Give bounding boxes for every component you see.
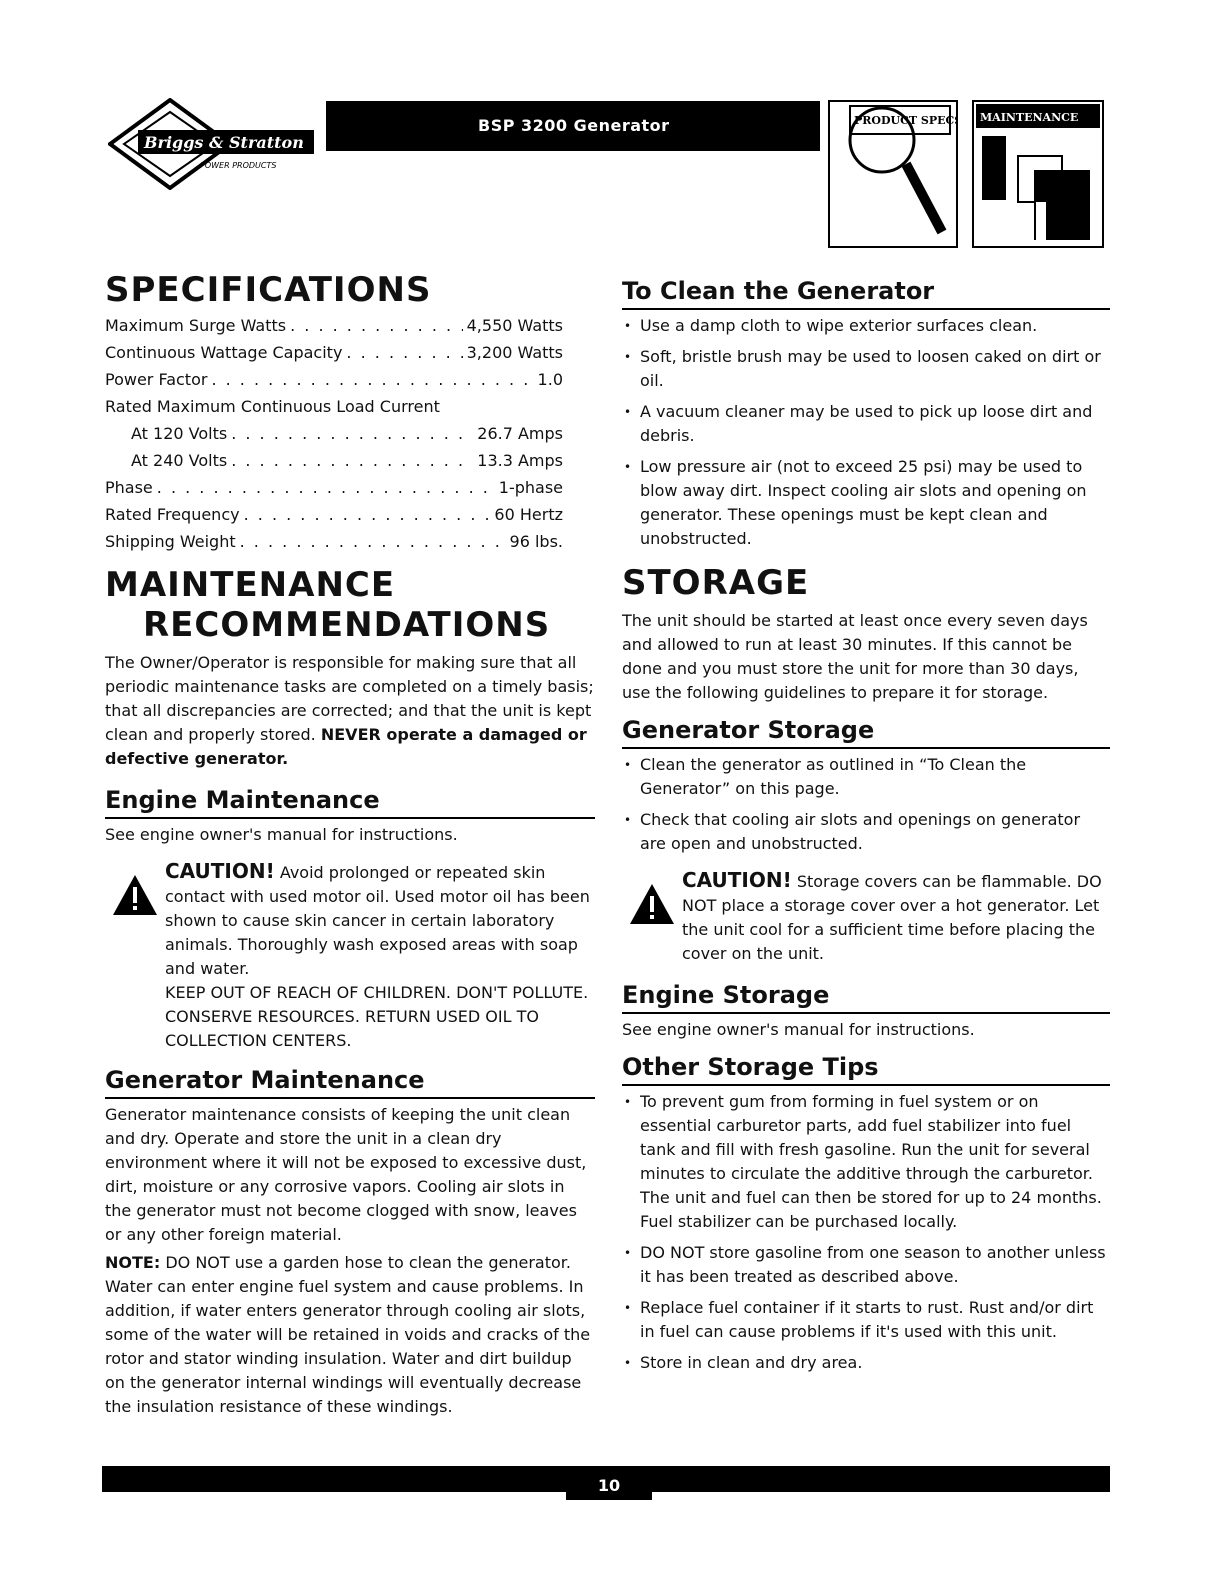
engine-maintenance-heading: Engine Maintenance [105,785,595,819]
spec-row: Phase . . . 1-phase [105,474,563,501]
engine-storage-heading: Engine Storage [622,980,1110,1014]
list-item: • A vacuum cleaner may be used to pick up loose dirt and debris. [622,400,1110,448]
storage-heading: STORAGE [622,563,810,603]
title-bar [326,101,820,151]
left-column [105,270,595,1419]
product-specs-tab[interactable] [828,100,958,248]
warning-icon [111,873,159,917]
specs-tab-label: PRODUCT SPECS [854,114,956,127]
storage-tips-list [622,1090,1110,1375]
list-item: • Store in clean and dry area. [622,1351,1110,1375]
warning-icon [628,882,676,926]
list-item: • Replace fuel container if it starts to rust. Rust and/or dirt in fuel can cause problems if it's used with this unit. [622,1296,1110,1344]
spec-row: Maximum Surge Watts . . . 4,550 Watts [105,312,563,339]
generator-note: NOTE: DO NOT use a garden hose to clean the generator. Water can enter engine fuel system and cause problems. In addition, if water enters generator through cooling air slots, some of the water will be retained in voids and cracks of the rotor and stator winding insulation. Water and dirt buildup on the generator internal windings will eventually decrease the insulation resistance of these windings. [105,1253,591,1416]
generator-maintenance-heading: Generator Maintenance [105,1065,595,1099]
right-column [622,270,1110,1382]
spec-row: Power Factor . . . 1.0 [105,366,563,393]
page-number: 10 [566,1466,652,1500]
document-title: BSP 3200 Generator [478,116,670,135]
spec-row: Rated Frequency . . . 60 Hertz [105,501,563,528]
spec-row: At 240 Volts . . . 13.3 Amps [105,447,563,474]
spec-row: Shipping Weight . . . 96 lbs. [105,528,563,555]
generator-maintenance-text: Generator maintenance consists of keeping the unit clean and dry. Operate and store the unit in a clean dry environment where it will not be exposed to excessive dust, dirt, moisture or any corrosive vapors. Cooling air slots in the generator must not become clogged with snow, leaves or any other foreign material. [105,1105,587,1244]
list-item: • Low pressure air (not to exceed 25 psi) may be used to blow away dirt. Inspect cooling air slots and opening on generator. These openings must be kept clean and unobstructed. [622,455,1110,551]
maintenance-heading: MAINTENANCE RECOMMENDATIONS [105,565,551,645]
oil-caution: CAUTION! Avoid prolonged or repeated skin contact with used motor oil. Used motor oil has been shown to cause skin cancer in certain laboratory animals. Thoroughly wash exposed areas with soap and water. KEEP OUT OF REACH OF CHILDREN. DON'T POLLUTE. CONSERVE RESOURCES. RETURN USED OIL TO COLLECTION CENTERS. [105,859,595,1053]
brand-name: Briggs & Stratton [144,133,304,152]
brand-subtitle: POWER PRODUCTS [200,161,277,170]
generator-storage-list [622,753,1110,856]
engine-maintenance-text: See engine owner's manual for instructions. [105,825,458,844]
storage-caution: CAUTION! Storage covers can be flammable. DO NOT place a storage cover over a hot generator. Let the unit cool for a sufficient time before placing the cover on the unit. [622,868,1110,966]
specifications-heading: SPECIFICATIONS [105,270,432,310]
storage-intro: The unit should be started at least once every seven days and allowed to run at least 30 minutes. If this cannot be done and you must store the unit for more than 30 days, use the following guidelines to prepare it for storage. [622,611,1088,702]
list-item: • Check that cooling air slots and openings on generator are open and unobstructed. [622,808,1110,856]
other-storage-tips-heading: Other Storage Tips [622,1052,1110,1086]
list-item: • To prevent gum from forming in fuel system or on essential carburetor parts, add fuel stabilizer into fuel tank and fill with fresh gasoline. Run the unit for several minutes to circulate the additive through the carburetor. The unit and fuel can then be stored for up to 24 months. Fuel stabilizer can be purchased locally. [622,1090,1110,1234]
maintenance-tab[interactable] [972,100,1104,248]
list-item: • Use a damp cloth to wipe exterior surfaces clean. [622,314,1110,338]
spec-row: Continuous Wattage Capacity . . . 3,200 Watts [105,339,563,366]
clean-list [622,314,1110,551]
spec-table [105,312,563,555]
generator-storage-heading: Generator Storage [622,715,1110,749]
clean-generator-heading: To Clean the Generator [622,276,1110,310]
maintenance-tab-label: MAINTENANCE [980,111,1079,124]
list-item: • DO NOT store gasoline from one season to another unless it has been treated as described above. [622,1241,1110,1289]
maintenance-intro: The Owner/Operator is responsible for making sure that all periodic maintenance tasks are completed on a timely basis; that all discrepancies are corrected; and that the unit is kept clean and properly stored. NEVER operate a damaged or defective generator. [105,653,594,768]
spec-row: At 120 Volts . . . 26.7 Amps [105,420,563,447]
manual-icon [982,136,1006,200]
engine-storage-text: See engine owner's manual for instructions. [622,1020,975,1039]
spec-row: Rated Maximum Continuous Load Current [105,397,440,416]
brand-logo [108,98,338,190]
list-item: • Soft, bristle brush may be used to loosen caked on dirt or oil. [622,345,1110,393]
list-item: • Clean the generator as outlined in “To Clean the Generator” on this page. [622,753,1110,801]
